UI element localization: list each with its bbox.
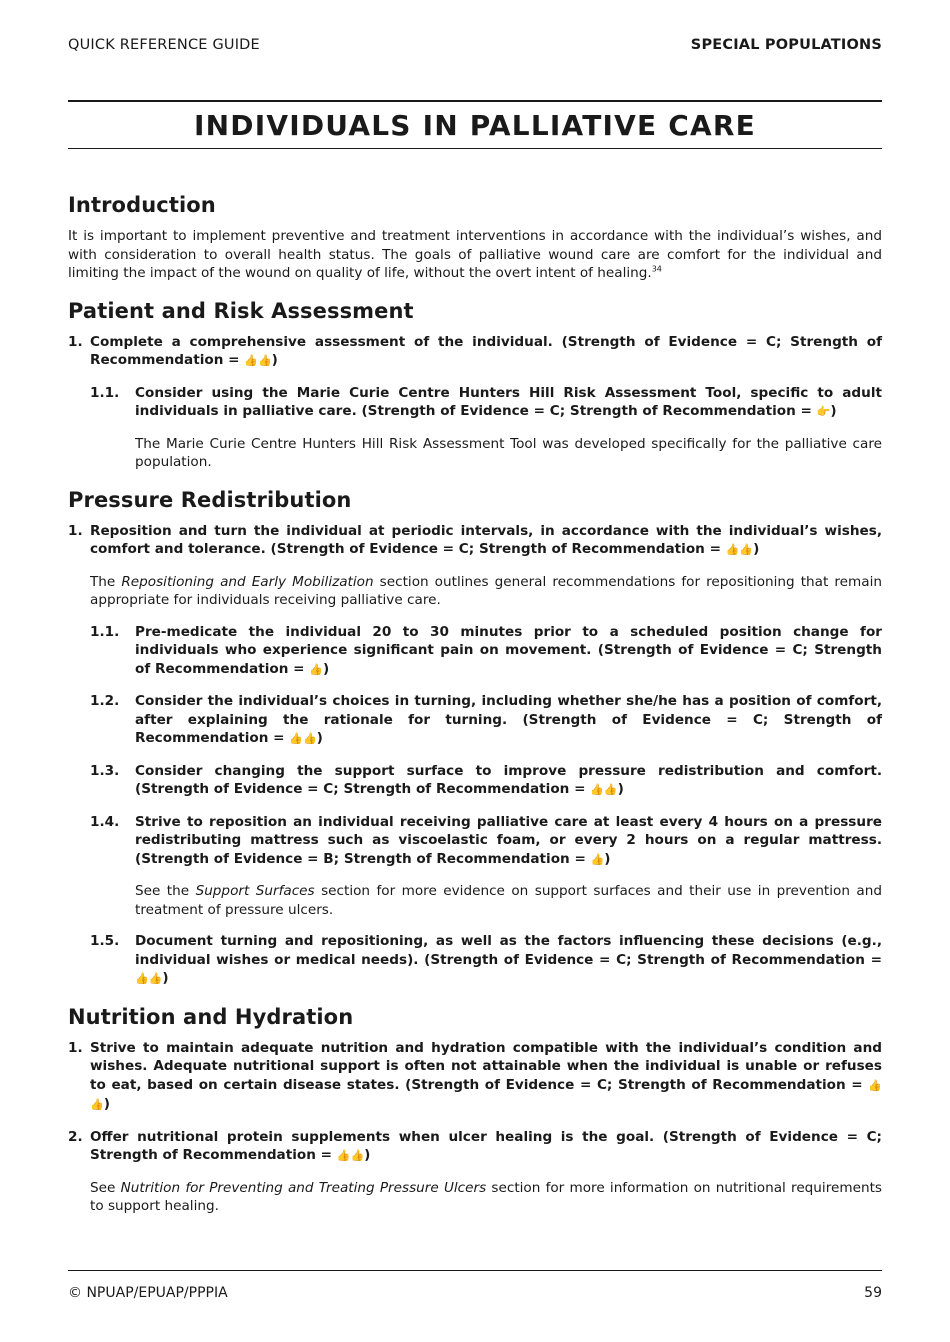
citation-superscript: 34 — [651, 264, 662, 274]
title-banner — [68, 100, 882, 149]
recommendation-number: 1.5. — [90, 933, 120, 949]
recommendation-item — [68, 1039, 882, 1115]
note-paragraph: The Marie Curie Centre Hunters Hill Risk Assessment Tool was developed specifically for the palliative care population. — [135, 435, 882, 470]
recommendation-number: 1.3. — [90, 762, 120, 779]
recommendation-text: Pre-medicate the individual 20 to 30 minutes prior to a scheduled position change for individuals who experience significant pain on movement. (Strength of Evidence = C; Strength of Recommendation = 👍) — [135, 623, 882, 677]
header-guide-label: QUICK REFERENCE GUIDE — [68, 37, 260, 53]
section-risk-assessment — [68, 299, 882, 472]
recommendation-text: Offer nutritional protein supplements when ulcer healing is the goal. (Strength of Evidence = C; Strength of Recommendation = 👍👍) — [90, 1128, 882, 1163]
copyright-text: © NPUAP/EPUAP/PPPIA — [68, 1285, 228, 1301]
sub-recommendation-item — [90, 623, 882, 680]
risk-assessment-heading: Patient and Risk Assessment — [68, 298, 414, 323]
pressure-heading: Pressure Redistribution — [68, 487, 352, 512]
note-paragraph: See the Support Surfaces section for more evidence on support surfaces and their use in prevention and treatment of pressure ulcers. — [135, 883, 882, 918]
sub-recommendation-item — [90, 384, 882, 422]
thumbs-up-icon: 👍 — [309, 662, 323, 676]
recommendation-text: Consider changing the support surface to improve pressure redistribution and comfort. (Strength of Evidence = C; Strength of Recommendation = 👍👍) — [135, 762, 882, 797]
thumbs-up-icon: 👍👍 — [336, 1149, 365, 1162]
section-reference: Nutrition for Preventing and Treating Pressure Ulcers — [120, 1179, 487, 1196]
note-paragraph: See Nutrition for Preventing and Treating Pressure Ulcers section for more information on nutritional requirements to support healing. — [90, 1179, 882, 1214]
recommendation-text: Consider the individual’s choices in turning, including whether she/he has a position of comfort, after explaining the rationale for turning. (Strength of Evidence = C; Strength of Recommendation = 👍👍) — [135, 693, 882, 746]
recommendation-number: 1.1. — [90, 623, 120, 640]
recommendation-number: 1.2. — [90, 693, 120, 709]
sub-recommendation-item — [90, 762, 882, 800]
section-nutrition — [68, 1005, 882, 1216]
recommendation-item — [68, 522, 882, 560]
introduction-text: It is important to implement preventive and treatment interventions in accordance with the individual’s wishes, and with consideration to overall health status. The goals of palliative wound care are comfort for the individual and limiting the impact of the wound on quality of life, without the overt intent of healing.$^{34}$ — [68, 228, 882, 281]
main-content — [68, 193, 882, 1232]
recommendation-text: Strive to maintain adequate nutrition and hydration compatible with the individual’s condition and wishes. Adequate nutritional support is often not attainable when the individual is unable or refuses to eat, based on certain disease states. (Strength of Evidence = C; Strength of Recommendation = 👍👍) — [90, 1039, 882, 1112]
thumbs-up-icon: 👍👍 — [590, 783, 618, 796]
section-reference: Support Surfaces — [195, 883, 315, 899]
section-pressure-redistribution — [68, 488, 882, 989]
header-section-label: SPECIAL POPULATIONS — [690, 37, 882, 53]
recommendation-number: 2. — [68, 1128, 83, 1145]
pointing-hand-icon: 👉 — [816, 405, 831, 418]
introduction-heading: Introduction — [68, 193, 216, 217]
page-footer — [68, 1270, 882, 1301]
recommendation-number: 1. — [68, 522, 83, 539]
note-paragraph: The Repositioning and Early Mobilization section outlines general recommendations for repositioning that remain appropriate for individuals receiving palliative care. — [90, 573, 882, 608]
thumbs-up-icon: 👍👍 — [135, 972, 163, 985]
thumbs-up-icon: 👍 — [590, 852, 605, 866]
thumbs-up-icon: 👍👍 — [725, 543, 754, 556]
thumbs-up-icon: 👍👍 — [244, 354, 272, 367]
recommendation-item — [68, 333, 882, 371]
sub-recommendation-item — [90, 813, 882, 870]
section-introduction — [68, 193, 882, 283]
recommendation-number: 1. — [68, 1039, 83, 1056]
nutrition-heading: Nutrition and Hydration — [68, 1004, 354, 1029]
page-number: 59 — [864, 1285, 882, 1301]
page-title: INDIVIDUALS IN PALLIATIVE CARE — [194, 108, 756, 142]
sub-recommendation-item — [90, 932, 882, 989]
recommendation-number: 1. — [68, 333, 83, 350]
recommendation-number: 1.1. — [90, 384, 120, 401]
recommendation-number: 1.4. — [90, 813, 120, 830]
thumbs-up-icon: 👍👍 — [90, 1078, 882, 1111]
recommendation-item — [68, 1128, 882, 1166]
thumbs-up-icon: 👍👍 — [289, 732, 317, 745]
recommendation-text: Consider using the Marie Curie Centre Hunters Hill Risk Assessment Tool, specific to adult individuals in palliative care. (Strength of Evidence = C; Strength of Recommendation = 👉) — [135, 384, 882, 419]
recommendation-text: Complete a comprehensive assessment of the individual. (Strength of Evidence = C; Strength of Recommendation = 👍👍) — [90, 333, 882, 368]
running-header — [68, 37, 882, 53]
recommendation-text: Strive to reposition an individual receiving palliative care at least every 4 hours on a pressure redistributing mattress such as viscoelastic foam, or every 2 hours on a regular mattress. (Strength of Evidence = B; Strength of Recommendation = 👍) — [135, 813, 882, 867]
recommendation-text: Document turning and repositioning, as well as the factors influencing these decisions (e.g., individual wishes or medical needs). (Strength of Evidence = C; Strength of Recommendation = 👍👍) — [135, 933, 882, 986]
sub-recommendation-item — [90, 692, 882, 749]
recommendation-text: Reposition and turn the individual at periodic intervals, in accordance with the individual’s wishes, comfort and tolerance. (Strength of Evidence = C; Strength of Recommendation = 👍👍) — [90, 522, 882, 557]
section-reference: Repositioning and Early Mobilization — [121, 573, 374, 590]
